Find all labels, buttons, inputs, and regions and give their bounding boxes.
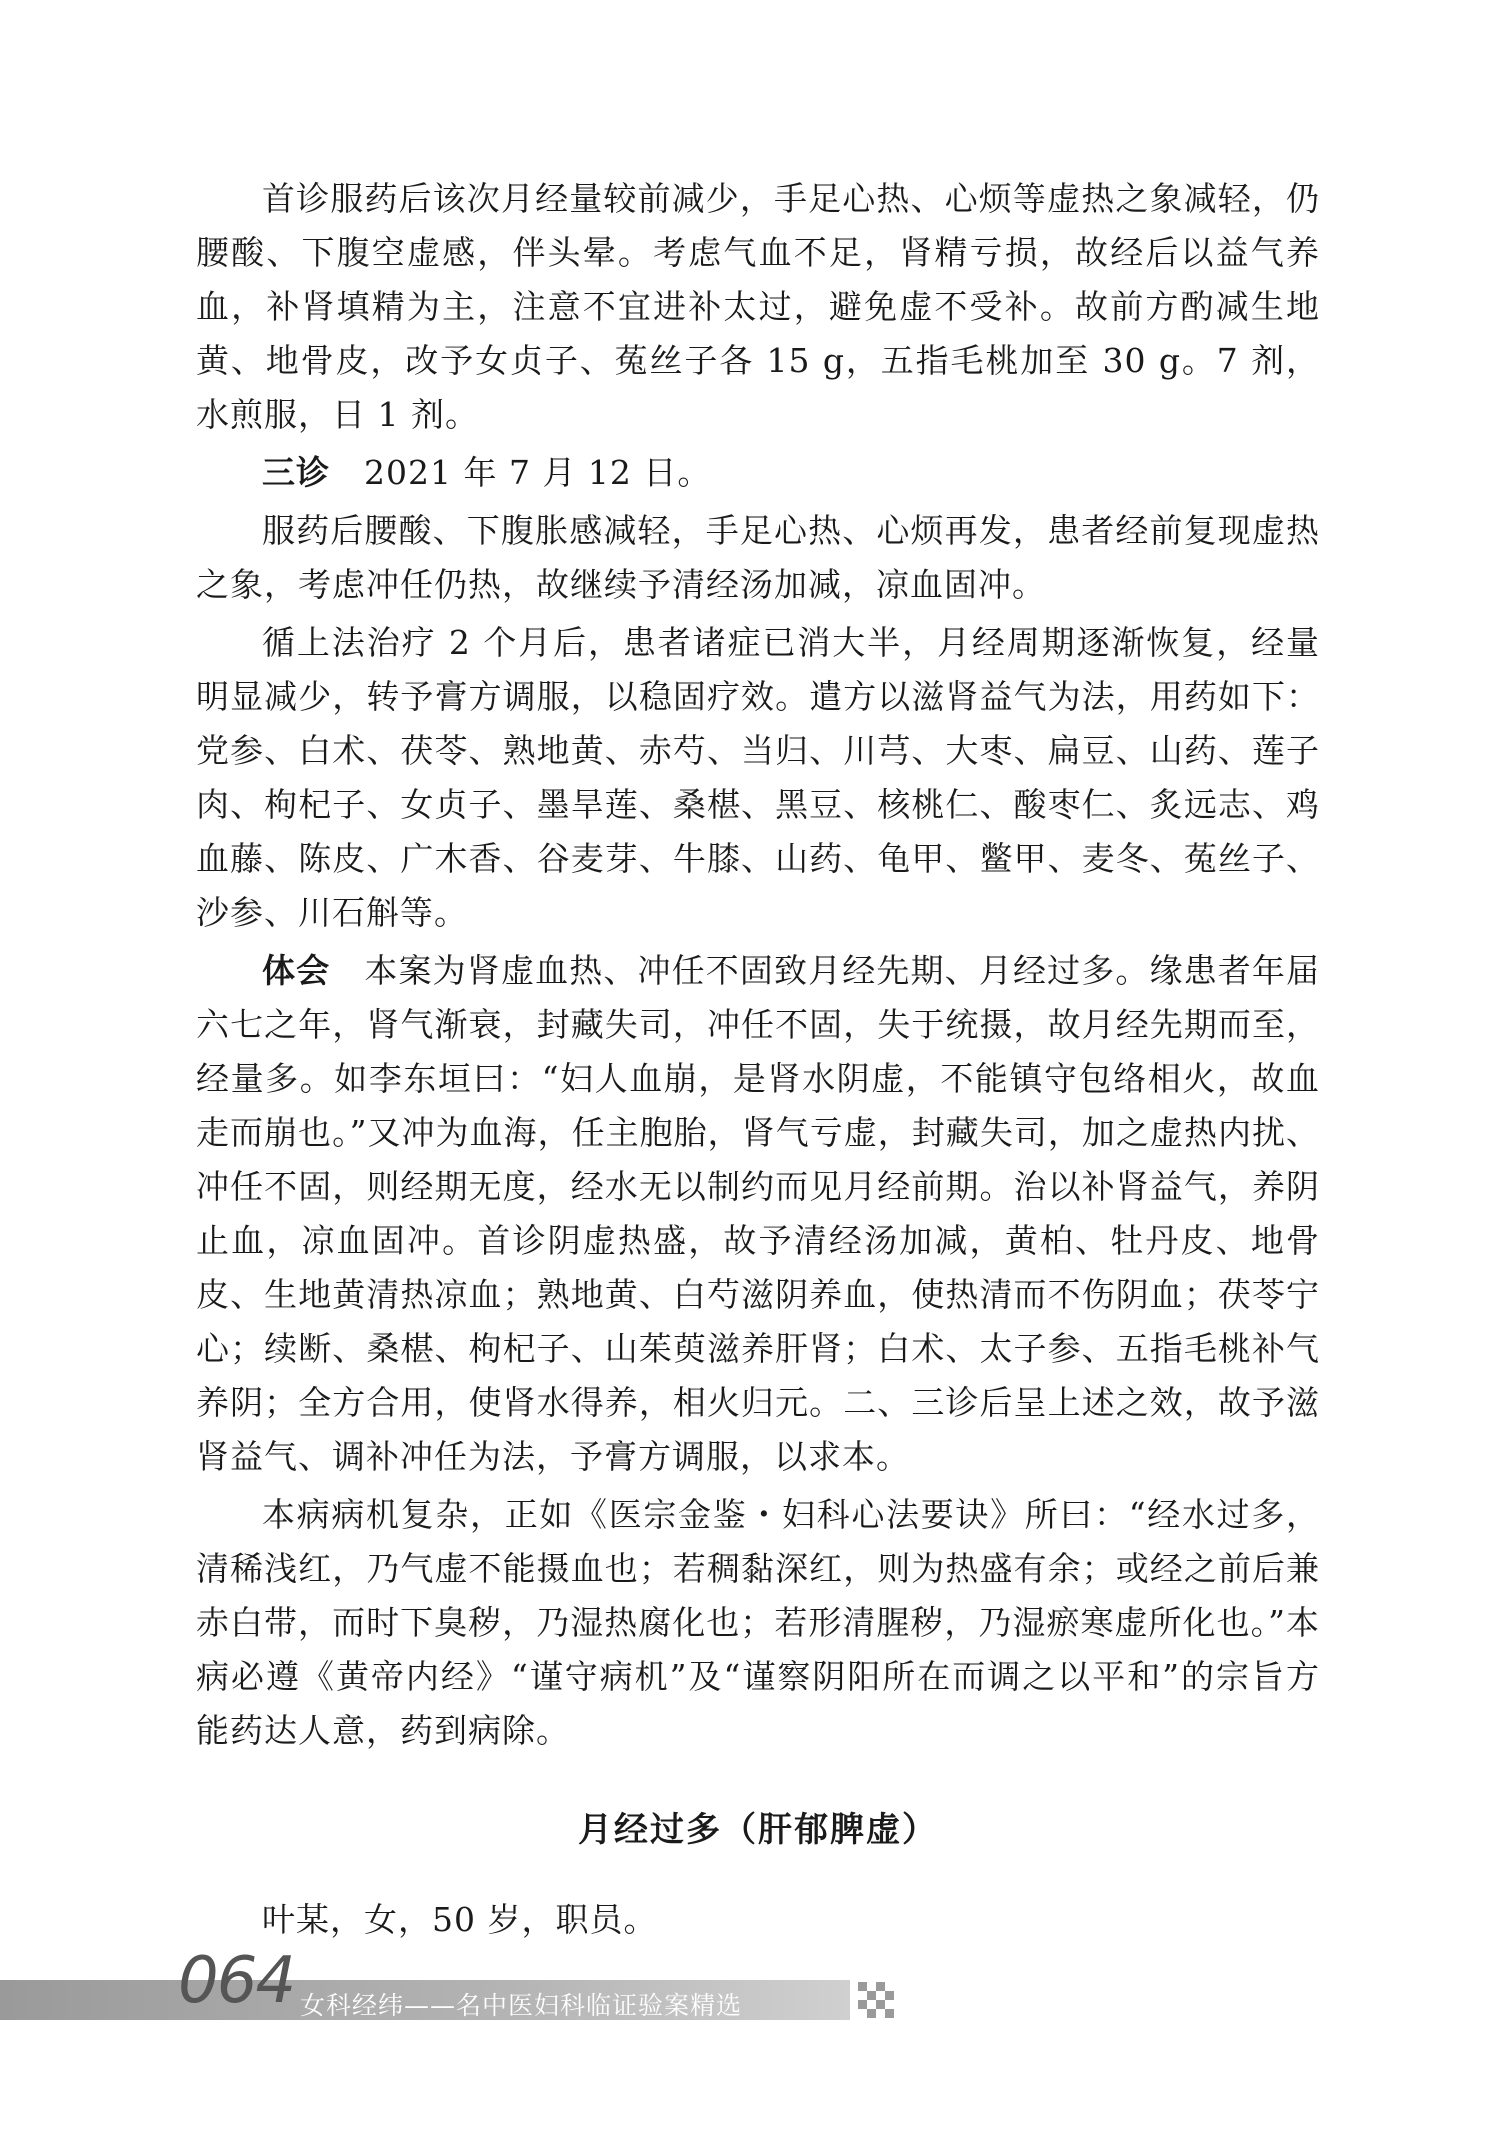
paragraph-text: 本案为肾虚血热、冲任不固致月经先期、月经过多。缘患者年届六七之年，肾气渐衰，封藏失司，冲任不固，失于统摄，故月经先期而至，经量多。如李东垣曰：“妇人血崩，是肾水阴虚，不能镇守包络相火，故血走而崩也。”又冲为血海，任主胞胎，肾气亏虚，封藏失司，加之虚热内扰、冲任不固，则经期无度，经水无以制约而见月经前期。治以补肾益气，养阴止血，凉血固冲。首诊阴虚热盛，故予清经汤加减，黄柏、牡丹皮、地骨皮、生地黄清热凉血；熟地黄、白芍滋阴养血，使热清而不伤阴血；茯苓宁心；续断、桑椹、枸杞子、山茱萸滋养肝肾；白术、太子参、五指毛桃补气养阴；全方合用，使肾水得养，相火归元。二、三诊后呈上述之效，故予滋肾益气、调补冲任为法，予膏方调服，以求本。 — [196, 951, 1321, 1476]
paragraph-text: 2021 年 7 月 12 日。 — [364, 453, 712, 492]
book-title: 女科经纬——名中医妇科临证验案精选 — [300, 1991, 743, 2020]
paragraph-conclusion — [196, 1488, 1320, 1758]
patient-info: 叶某，女，50 岁，职员。 — [262, 1900, 658, 1939]
paragraph-text: 循上法治疗 2 个月后，患者诸症已消大半，月经周期逐渐恢复，经量明显减少，转予膏方调服，以稳固疗效。遣方以滋肾益气为法，用药如下：党参、白术、茯苓、熟地黄、赤芍、当归、川芎、大枣、扁豆、山药、莲子肉、枸杞子、女贞子、墨旱莲、桑椹、黑豆、核桃仁、酸枣仁、炙远志、鸡血藤、陈皮、广木香、谷麦芽、牛膝、山药、龟甲、鳖甲、麦冬、菟丝子、沙参、川石斛等。 — [196, 623, 1320, 932]
paragraph-treatment-course — [196, 616, 1320, 940]
section-title: 月经过多（肝郁脾虚） — [578, 1810, 938, 1850]
paragraph-reflection — [196, 944, 1320, 1484]
page-number: 064 — [178, 1944, 295, 2018]
pixel-pattern-icon — [858, 1982, 894, 2018]
paragraph-text: 本病病机复杂，正如《医宗金鉴・妇科心法要诀》所曰：“经水过多，清稀浅红，乃气虚不能摄血也；若稠黏深红，则为热盛有余；或经之前后兼赤白带，而时下臭秽，乃湿热腐化也；若形清腥秽，乃湿瘀寒虚所化也。”本病必遵《黄帝内经》“谨守病机”及“谨察阴阳所在而调之以平和”的宗旨方能药达人意，药到病除。 — [196, 1495, 1320, 1750]
paragraph-first-visit-followup — [196, 172, 1320, 442]
paragraph-third-visit — [196, 446, 1320, 500]
paragraph-label: 体会 — [262, 951, 331, 990]
page-footer — [0, 1944, 1504, 2030]
paragraph-text: 首诊服药后该次月经量较前减少，手足心热、心烦等虚热之象减轻，仍腰酸、下腹空虚感，伴头晕。考虑气血不足，肾精亏损，故经后以益气养血，补肾填精为主，注意不宜进补太过，避免虚不受补。故前方酌减生地黄、地骨皮，改予女贞子、菟丝子各 15 g，五指毛桃加至 30 g。7 剂，水煎服，日 1 剂。 — [196, 179, 1320, 434]
body-text — [196, 172, 1320, 1951]
paragraph-label: 三诊 — [262, 453, 330, 492]
paragraph-third-visit-notes — [196, 504, 1320, 612]
paragraph-text: 服药后腰酸、下腹胀感减轻，手足心热、心烦再发，患者经前复现虚热之象，考虑冲任仍热，故继续予清经汤加减，凉血固冲。 — [196, 511, 1320, 604]
